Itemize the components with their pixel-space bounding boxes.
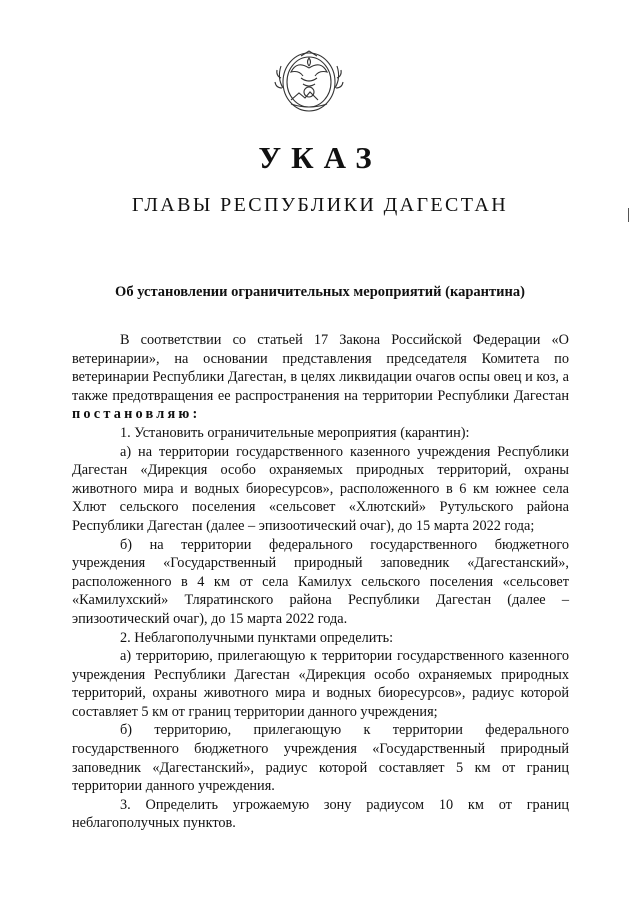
item-1a: а) на территории государственного казенного учреждения Республики Дагестан «Дирекция особо охраняемых природных территорий, охраны животного мира и водных биоресурсов», расположенного в 6 км южнее села Хлют сельского поселения «сельсовет «Хлютский» Рутульского района Республики Дагестан (далее – эпизоотический очаг), до 15 марта 2022 года; [72, 443, 569, 534]
item-3: 3. Определить угрожаемую зону радиусом 10 км от границ неблагополучных пунктов. [72, 796, 569, 832]
item-1: 1. Установить ограничительные мероприятия (карантин): [120, 424, 470, 441]
item-1b: б) на территории федерального государственного бюджетного учреждения «Государственный природный заповедник «Дагестанский», расположенного в 4 км от села Камилух сельского поселения «сельсовет «Камилухский» Тляратинского района Республики Дагестан (далее – эпизоотический очаг), до 15 марта 2022 года. [72, 536, 569, 627]
decree-body [72, 331, 569, 833]
coat-of-arms-icon [263, 48, 355, 114]
item-2b: б) территорию, прилегающую к территории федерального государственного бюджетного учреждения «Государственный природный заповедник «Дагестанский», радиус которой составляет 5 км от границ территории данного учреждения. [72, 722, 569, 795]
item-2: 2. Неблагополучными пунктами определить: [120, 629, 394, 646]
decree-heading: Об установлении ограничительных мероприятий (карантина) [115, 284, 525, 300]
decree-word: постановляю: [72, 406, 201, 423]
item-2a: а) территорию, прилегающую к территории государственного казенного учреждения Республики Дагестан «Дирекция особо охраняемых природных территорий, охраны животного мира и водных биоресурсов», радиус которой составляет 5 км от границ территории данного учреждения; [72, 648, 569, 720]
decree-subtitle: ГЛАВЫ РЕСПУБЛИКИ ДАГЕСТАН [131, 194, 509, 216]
scan-edge-mark [628, 208, 629, 222]
decree-title: УКАЗ [258, 140, 382, 175]
intro-text: В соответствии со статьей 17 Закона Российской Федерации «О ветеринарии», на основании представления председателя Комитета по ветеринарии Республики Дагестан, в целях ликвидации очагов оспы овец и коз, а также предотвращения ее распространения на территории Республики Дагестан [72, 332, 569, 404]
intro-paragraph [72, 331, 569, 424]
